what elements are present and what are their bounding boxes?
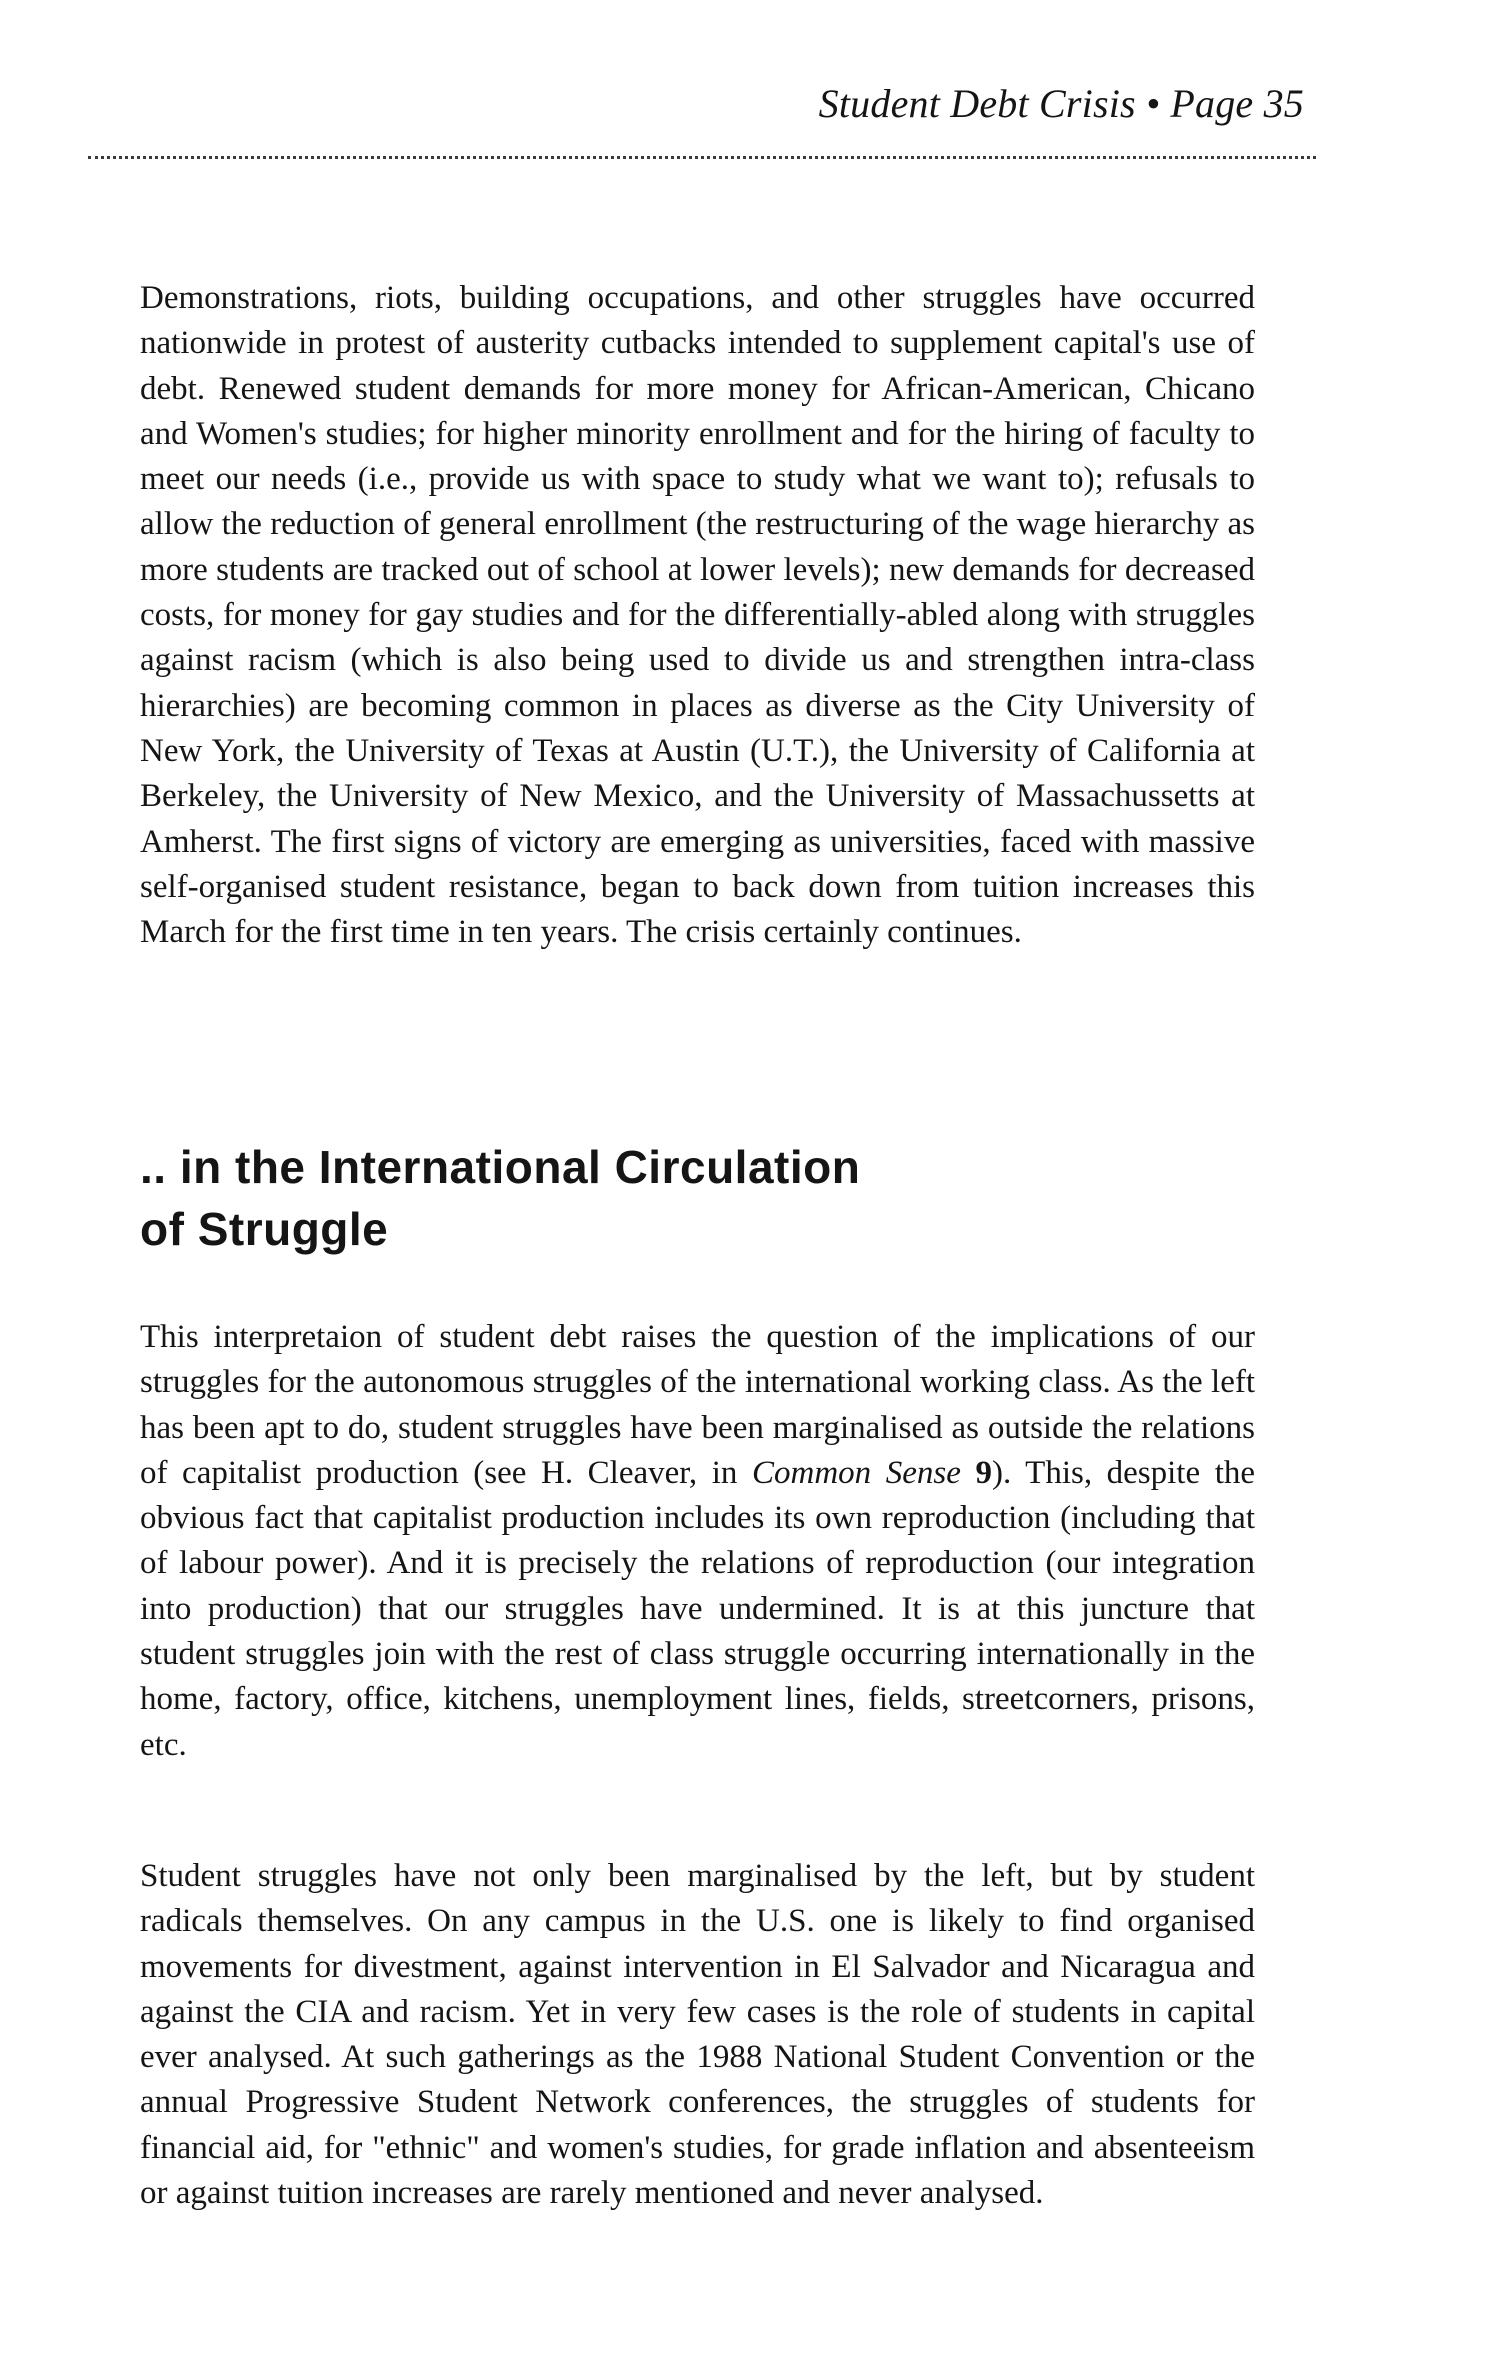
citation-journal-title: Common Sense [751, 1454, 961, 1491]
body-paragraph-2 [140, 1315, 1255, 1768]
body-paragraph-3: Student struggles have not only been marginalised by the left, but by student radicals themselves. On any campus in the U.S. one is likely to find organised movements for divestment, against intervention in El Salvador and Nicaragua and against the CIA and racism. Yet in very few cases is the role of students in capital ever analysed. At such gatherings as the 1988 National Student Convention or the annual Progressive Student Network conferences, the struggles of students for financial aid, for "ethnic" and women's studies, for grade inflation and absenteeism or against tuition increases are rarely mentioned and never analysed. [140, 1858, 1255, 2212]
body-paragraph-1: Demonstrations, riots, building occupations, and other struggles have occurred nationwide in protest of austerity cutbacks intended to supplement capital's use of debt. Renewed student demands for more money for African-American, Chicano and Women's studies; for higher minority enrollment and for the hiring of faculty to meet our needs (i.e., provide us with space to study what we want to); refusals to allow the reduction of general enrollment (the restructuring of the wage hierarchy as more students are tracked out of school at lower levels); new demands for decreased costs, for money for gay studies and for the differentially-abled along with struggles against racism (which is also being used to divide us and strengthen intra-class hierarchies) are becoming common in places as diverse as the City University of New York, the University of Texas at Austin (U.T.), the University of California at Berkeley, the University of New Mexico, and the University of Massachussetts at Amherst. The first signs of victory are emerging as universities, faced with massive self-organised student resistance, began to back down from tuition increases this March for the first time in ten years. The crisis certainly continues. [140, 280, 1255, 951]
paragraph-2-text-end: ). This, despite the obvious fact that capitalist production includes its own reproduction (including that of labour power). And it is precisely the relations of reproduction (our integration into production) that our struggles have undermined. It is at this juncture that student struggles join with the rest of class struggle occurring internationally in the home, factory, office, kitchens, unemployment lines, fields, streetcorners, prisons, etc. [140, 1454, 1256, 1763]
dotted-divider [88, 156, 1316, 159]
section-heading-line-2: of Struggle [140, 1203, 389, 1255]
section-heading [140, 1136, 1255, 1260]
running-header: Student Debt Crisis • Page 35 [818, 81, 1304, 126]
citation-issue-number: 9 [975, 1454, 992, 1491]
section-heading-line-1: .. in the International Circulation [140, 1141, 861, 1193]
paragraph-2-text-start: This interpretaion of student debt raises the question of the implications of our struggles for the autonomous struggles of the international working class. As the left has been apt to do, student struggles have been marginalised as outside the relations of capitalist production (see H. Cleaver, in [140, 1319, 1255, 1491]
